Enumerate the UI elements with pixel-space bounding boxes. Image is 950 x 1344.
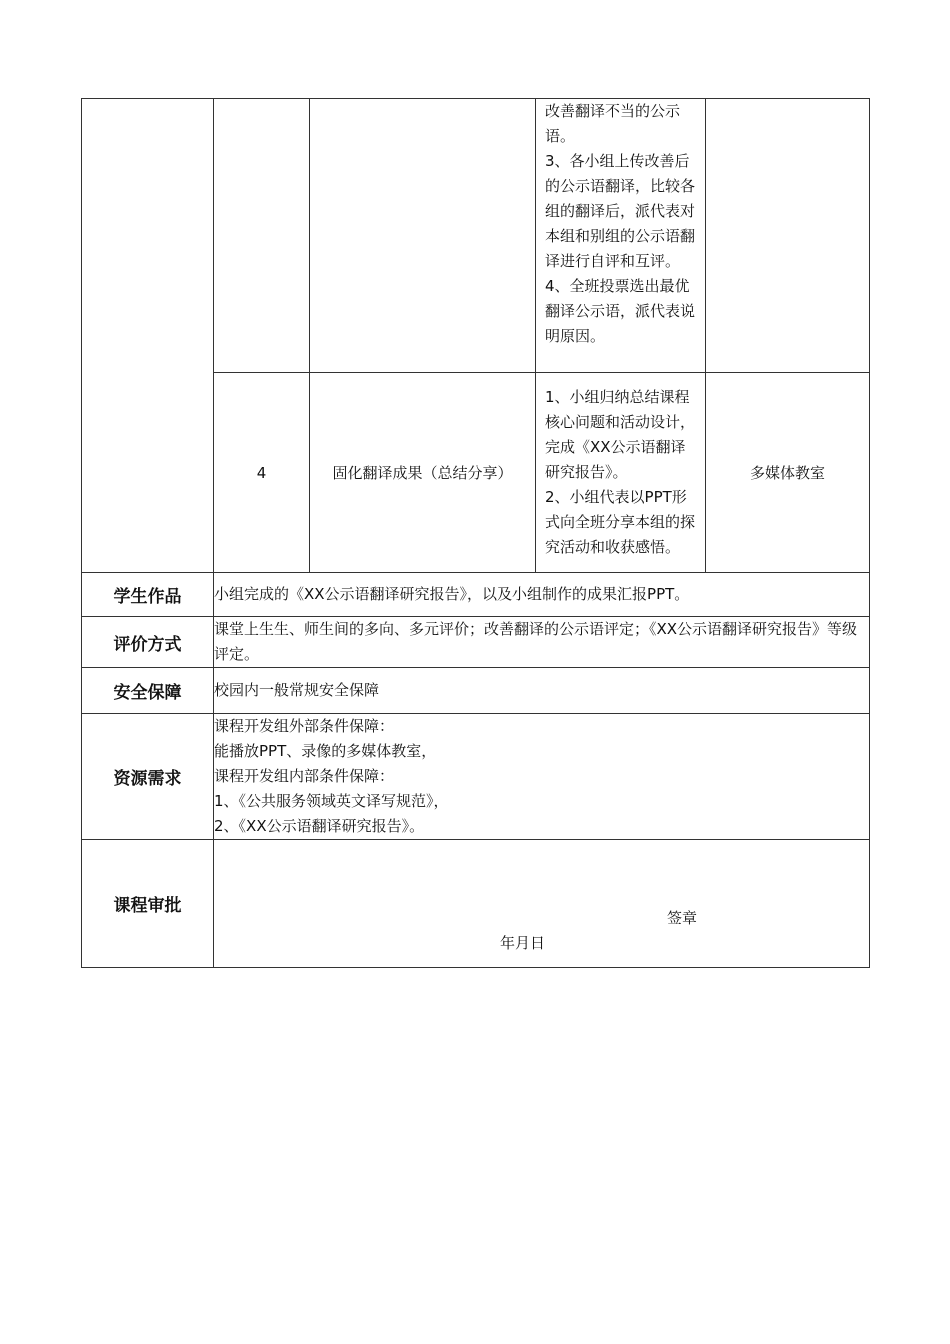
steps-cell xyxy=(536,99,706,373)
evaluation-row xyxy=(82,617,870,668)
steps-cell xyxy=(536,373,706,573)
resource-line: 课程开发组外部条件保障： xyxy=(214,717,395,735)
approval-label: 课程审批 xyxy=(82,840,214,968)
resources-text xyxy=(214,714,870,840)
step-text: 3、各小组上传改善后的公示语翻译，比较各组的翻译后，派代表对本组和别组的公示语翻译进行自评和互评。 xyxy=(545,152,696,270)
step-text: 1、小组归纳总结课程核心问题和活动设计，完成《XX公示语翻译研究报告》。 xyxy=(545,388,696,481)
activity-number: 4 xyxy=(214,373,310,573)
number-cell xyxy=(214,99,310,373)
evaluation-text: 课堂上生生、师生间的多向、多元评价；改善翻译的公示语评定；《XX公示语翻译研究报告》等级评定。 xyxy=(214,617,870,668)
evaluation-label: 评价方式 xyxy=(82,617,214,668)
location-cell xyxy=(706,99,870,373)
date-text: 年月日 xyxy=(500,933,546,952)
student-work-label: 学生作品 xyxy=(82,573,214,617)
resources-label: 资源需求 xyxy=(82,714,214,840)
activity-location: 多媒体教室 xyxy=(706,373,870,573)
approval-cell xyxy=(214,840,870,968)
safety-text: 校园内一般常规安全保障 xyxy=(214,668,870,714)
step-text: 2、小组代表以PPT形式向全班分享本组的探究活动和收获感悟。 xyxy=(545,488,696,556)
student-work-text: 小组完成的《XX公示语翻译研究报告》，以及小组制作的成果汇报PPT。 xyxy=(214,573,870,617)
resources-row xyxy=(82,714,870,840)
stage-cell xyxy=(310,99,536,373)
resource-line: 1、《公共服务领域英文译写规范》， xyxy=(214,792,449,810)
safety-label: 安全保障 xyxy=(82,668,214,714)
seal-text: 签章 xyxy=(667,908,698,927)
step-text: 4、全班投票选出最优翻译公示语，派代表说明原因。 xyxy=(545,277,696,345)
student-work-row xyxy=(82,573,870,617)
activity-stage: 固化翻译成果（总结分享） xyxy=(310,373,536,573)
step-text: 改善翻译不当的公示语。 xyxy=(545,102,681,145)
activity-row-continued xyxy=(82,99,870,373)
resource-line: 能播放PPT、录像的多媒体教室， xyxy=(214,742,437,760)
course-plan-table xyxy=(81,98,870,968)
stage-label-cell xyxy=(82,99,214,573)
resource-line: 2、《XX公示语翻译研究报告》。 xyxy=(214,817,425,835)
resource-line: 课程开发组内部条件保障： xyxy=(214,767,395,785)
approval-row xyxy=(82,840,870,968)
safety-row xyxy=(82,668,870,714)
